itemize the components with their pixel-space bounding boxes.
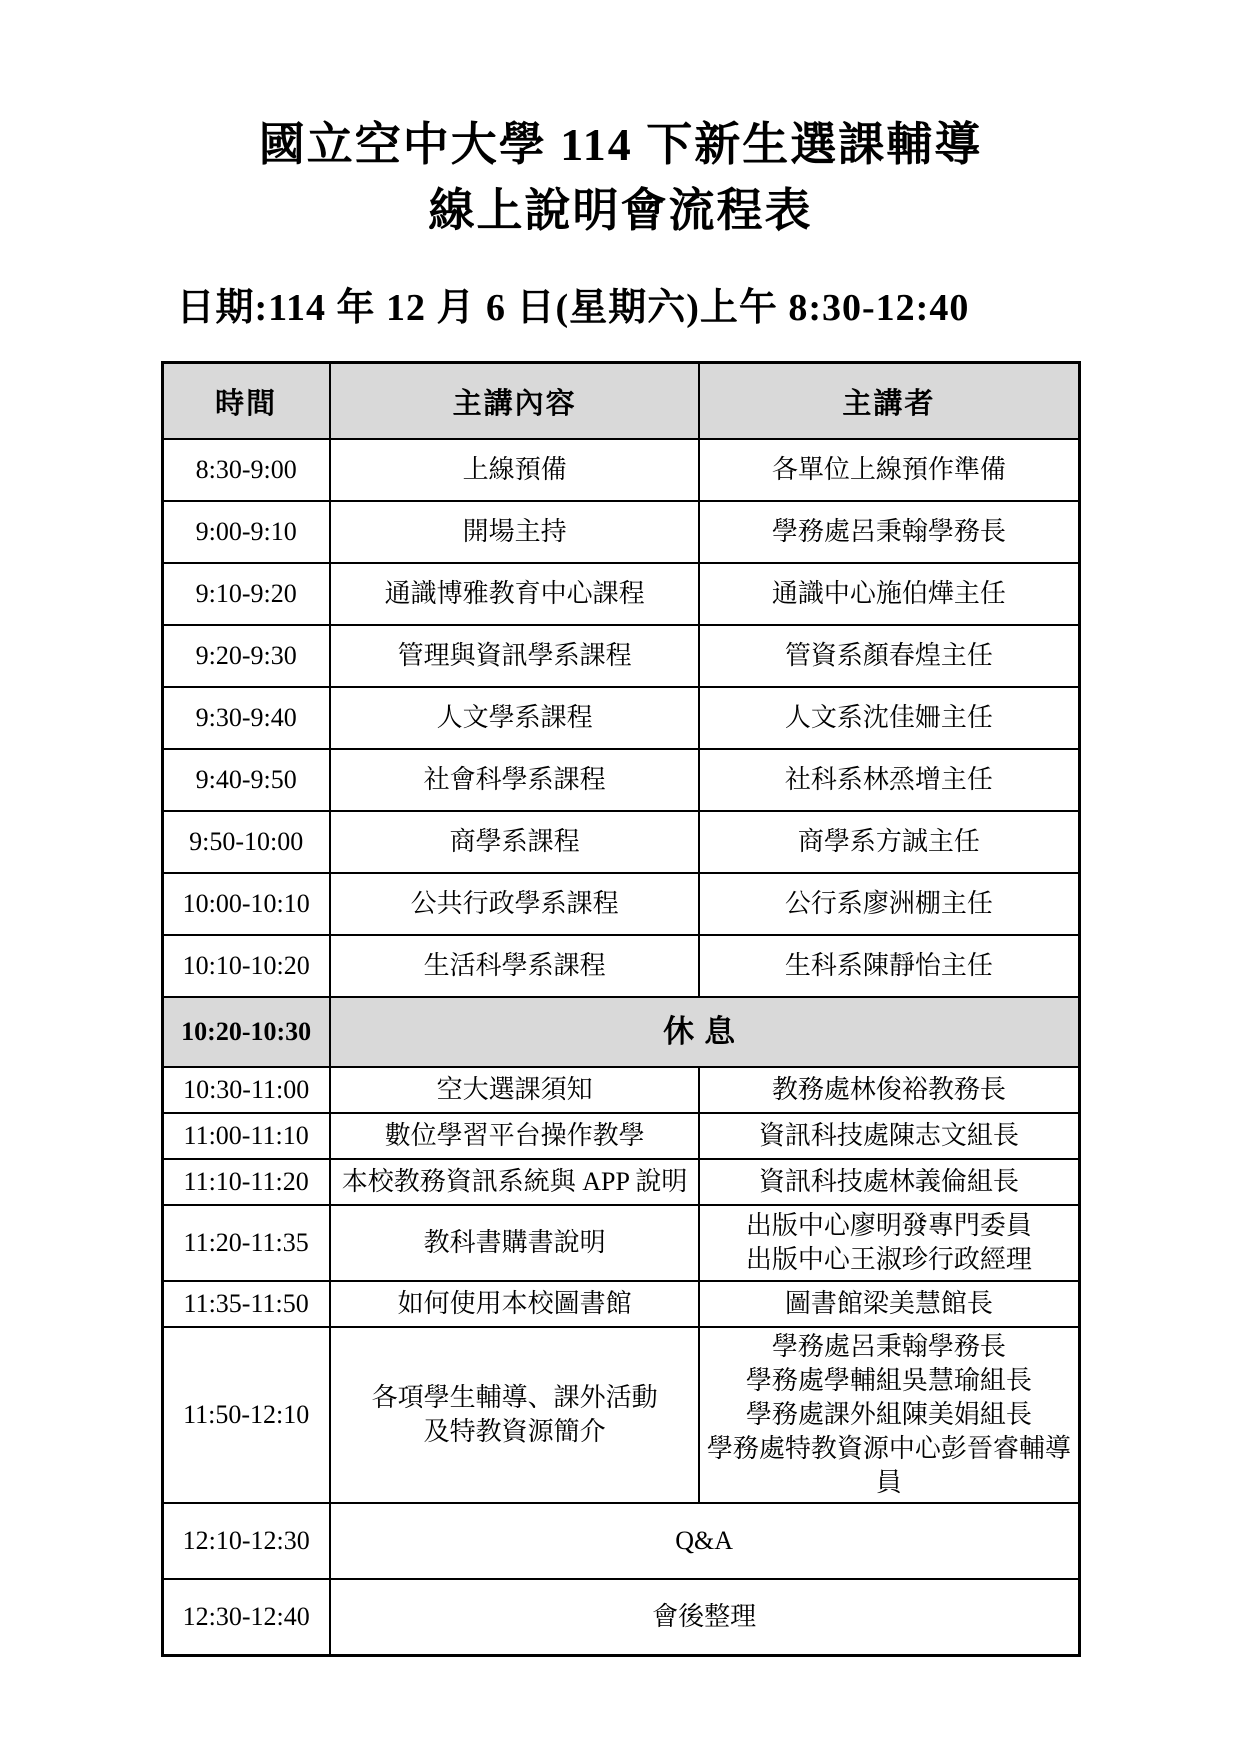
content-line: 及特教資源簡介 [423,1417,606,1446]
content-cell [330,1327,700,1503]
time-cell: 10:20-10:30 [162,997,330,1067]
content-line: 上線預備 [462,455,567,484]
date-line: 日期:114 年 12 月 6 日(星期六)上午 8:30-12:40 [176,287,970,329]
table-row [162,873,1079,935]
speaker-cell [699,873,1079,935]
table-row [162,563,1079,625]
speaker-cell [699,1281,1079,1327]
table-row [162,749,1079,811]
speaker-cell [699,811,1079,873]
time-cell: 8:30-9:00 [162,439,330,501]
content-cell [330,935,700,997]
schedule-table [161,361,1081,1657]
speaker-cell [699,1327,1079,1503]
speaker-cell [699,625,1079,687]
table-row [162,935,1079,997]
time-cell: 9:40-9:50 [162,749,330,811]
speaker-line: 學務處課外組陳美娟組長 [745,1400,1032,1429]
speaker-cell [699,1113,1079,1159]
content-cell [330,1159,700,1205]
content-cell [330,501,700,563]
page-title [161,112,1081,244]
table-row [162,501,1079,563]
time-cell: 11:20-11:35 [162,1205,330,1281]
speaker-line: 學務處呂秉翰學務長 [771,517,1006,546]
time-cell: 10:00-10:10 [162,873,330,935]
time-cell: 10:30-11:00 [162,1067,330,1113]
content-line: 公共行政學系課程 [410,889,619,918]
speaker-cell [699,1205,1079,1281]
speaker-line: 圖書館梁美慧館長 [784,1289,993,1318]
content-line: 生活科學系課程 [423,951,606,980]
speaker-line: 學務處呂秉翰學務長 [771,1332,1006,1361]
speaker-line: 公行系廖洲棚主任 [784,889,993,918]
speaker-cell [699,935,1079,997]
schedule-table-header [162,363,1079,440]
content-line: Q&A [675,1526,734,1555]
content-cell [330,749,700,811]
time-cell: 11:35-11:50 [162,1281,330,1327]
content-cell [330,439,700,501]
header-cell-speaker: 主講者 [699,363,1079,440]
speaker-cell [699,1159,1079,1205]
speaker-line: 學務處特教資源中心彭晉睿輔導員 [706,1434,1071,1497]
speaker-cell [699,563,1079,625]
speaker-line: 人文系沈佳姍主任 [784,703,993,732]
table-row [162,1067,1079,1113]
table-row [162,1159,1079,1205]
content-cell [330,1281,700,1327]
content-line: 管理與資訊學系課程 [397,641,632,670]
speaker-line: 通識中心施伯燁主任 [771,579,1006,608]
content-line: 商學系課程 [449,827,580,856]
speaker-line: 教務處林俊裕教務長 [771,1075,1006,1104]
content-cell [330,1205,700,1281]
table-row [162,811,1079,873]
time-cell: 10:10-10:20 [162,935,330,997]
speaker-cell [699,749,1079,811]
time-cell: 11:50-12:10 [162,1327,330,1503]
content-line: 會後整理 [652,1602,757,1631]
content-line: 如何使用本校圖書館 [397,1289,632,1318]
table-row [162,997,1079,1067]
schedule-table-body [162,439,1079,1656]
content-line: 數位學習平台操作教學 [384,1121,645,1150]
time-cell: 9:00-9:10 [162,501,330,563]
speaker-line: 管資系顏春煌主任 [784,641,993,670]
table-row [162,1579,1079,1656]
content-cell [330,563,700,625]
title-line-2: 線上說明會流程表 [428,185,813,236]
content-cell [330,1067,700,1113]
time-cell: 11:00-11:10 [162,1113,330,1159]
content-line: 空大選課須知 [436,1075,593,1104]
content-cell [330,873,700,935]
speaker-line: 各單位上線預作準備 [771,455,1006,484]
time-cell: 9:30-9:40 [162,687,330,749]
time-cell: 11:10-11:20 [162,1159,330,1205]
content-line: 本校教務資訊系統與 APP 說明 [341,1167,688,1196]
content-line: 社會科學系課程 [423,765,606,794]
table-row [162,625,1079,687]
content-line: 教科書購書說明 [423,1228,606,1257]
speaker-line: 商學系方誠主任 [797,827,980,856]
merged-content-cell [330,1503,1079,1579]
table-row [162,1113,1079,1159]
time-cell: 9:50-10:00 [162,811,330,873]
header-cell-time: 時間 [162,363,330,440]
content-cell [330,687,700,749]
speaker-line: 社科系林烝增主任 [784,765,993,794]
speaker-line: 出版中心廖明發專門委員 [745,1211,1032,1240]
merged-content-cell [330,1579,1079,1656]
speaker-line: 生科系陳靜怡主任 [784,951,993,980]
table-row [162,1205,1079,1281]
time-cell: 12:10-12:30 [162,1503,330,1579]
speaker-cell [699,687,1079,749]
merged-content-cell [330,997,1079,1067]
content-line: 人文學系課程 [436,703,593,732]
time-cell: 12:30-12:40 [162,1579,330,1656]
header-row [162,363,1079,440]
table-row [162,687,1079,749]
speaker-cell [699,501,1079,563]
table-row [162,1281,1079,1327]
table-row [162,1503,1079,1579]
content-line: 休息 [663,1014,746,1049]
document-page [161,0,1081,1657]
speaker-line: 資訊科技處陳志文組長 [758,1121,1019,1150]
content-line: 各項學生輔導、課外活動 [371,1383,658,1412]
time-cell: 9:10-9:20 [162,563,330,625]
content-cell [330,1113,700,1159]
content-cell [330,625,700,687]
speaker-line: 出版中心王淑珍行政經理 [745,1245,1032,1274]
table-row [162,439,1079,501]
title-line-1: 國立空中大學 114 下新生選課輔導 [258,119,983,170]
header-cell-content: 主講內容 [330,363,700,440]
speaker-cell [699,439,1079,501]
time-cell: 9:20-9:30 [162,625,330,687]
content-cell [330,811,700,873]
speaker-line: 資訊科技處林義倫組長 [758,1167,1019,1196]
content-line: 通識博雅教育中心課程 [384,579,645,608]
table-row [162,1327,1079,1503]
speaker-line: 學務處學輔組吳慧瑜組長 [745,1366,1032,1395]
speaker-cell [699,1067,1079,1113]
content-line: 開場主持 [462,517,567,546]
